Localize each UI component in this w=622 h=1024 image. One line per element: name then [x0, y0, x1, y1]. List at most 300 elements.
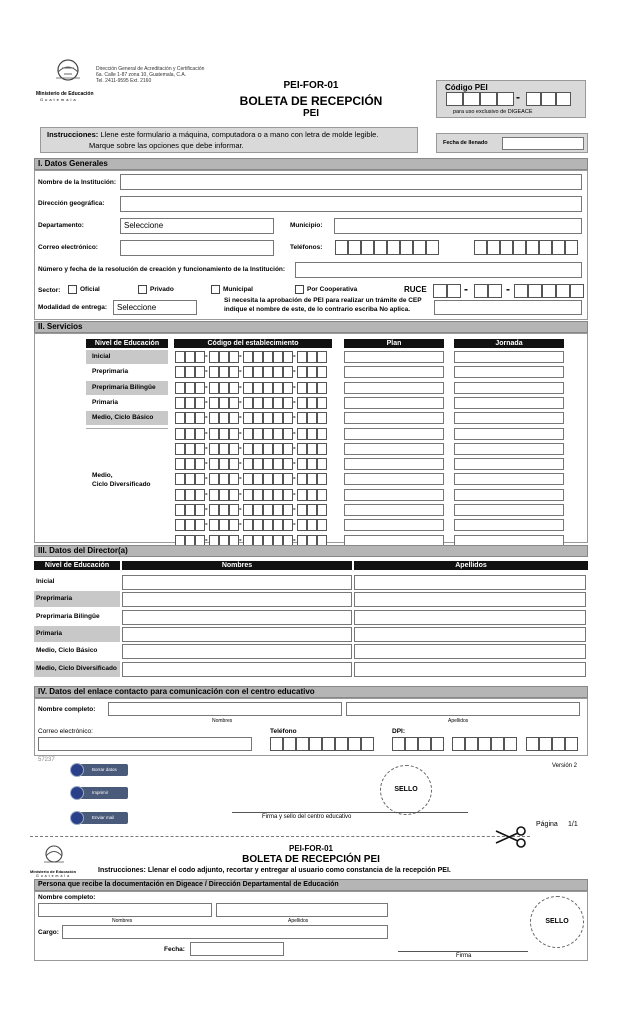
digit-cell[interactable] — [263, 519, 273, 531]
digit-cell[interactable] — [195, 473, 205, 485]
digit-cell[interactable] — [297, 428, 307, 440]
digit-cell[interactable] — [317, 351, 327, 363]
digit-cell[interactable] — [413, 240, 426, 255]
digit-cell[interactable] — [253, 397, 263, 409]
digit-cell[interactable] — [297, 382, 307, 394]
plan-input[interactable] — [344, 519, 444, 531]
director-apellidos-input[interactable] — [354, 627, 586, 642]
digit-cell[interactable] — [317, 428, 327, 440]
digit-cell[interactable] — [253, 443, 263, 455]
jornada-input[interactable] — [454, 382, 564, 394]
digit-cell[interactable] — [273, 382, 283, 394]
modalidad-select[interactable]: Seleccione — [113, 300, 197, 315]
digit-cell[interactable] — [229, 473, 239, 485]
digit-cell[interactable] — [307, 382, 317, 394]
digit-cell[interactable] — [185, 473, 195, 485]
coupon-cargo-input[interactable] — [62, 925, 388, 939]
digit-cell[interactable] — [361, 737, 374, 751]
digit-cell[interactable] — [307, 366, 317, 378]
plan-input[interactable] — [344, 473, 444, 485]
digit-cell[interactable] — [317, 504, 327, 516]
digit-cell[interactable] — [219, 458, 229, 470]
imprimir-button[interactable]: Imprimir — [76, 787, 128, 799]
digit-cell[interactable] — [539, 240, 552, 255]
digit-cell[interactable] — [185, 412, 195, 424]
jornada-input[interactable] — [454, 519, 564, 531]
digit-cell[interactable] — [392, 737, 405, 751]
digit-cell[interactable] — [263, 366, 273, 378]
digit-cell[interactable] — [229, 366, 239, 378]
digit-cell[interactable] — [175, 519, 185, 531]
digit-cell[interactable] — [175, 351, 185, 363]
plan-input[interactable] — [344, 382, 444, 394]
digit-cell[interactable] — [463, 92, 480, 106]
digit-cell[interactable] — [209, 382, 219, 394]
digit-cell[interactable] — [273, 504, 283, 516]
digit-cell[interactable] — [243, 504, 253, 516]
digit-cell[interactable] — [273, 489, 283, 501]
digit-cell[interactable] — [175, 397, 185, 409]
digit-cell[interactable] — [556, 92, 571, 106]
plan-input[interactable] — [344, 504, 444, 516]
plan-input[interactable] — [344, 428, 444, 440]
jornada-input[interactable] — [454, 366, 564, 378]
director-nombres-input[interactable] — [122, 627, 352, 642]
digit-cell[interactable] — [273, 412, 283, 424]
digit-cell[interactable] — [195, 382, 205, 394]
plan-input[interactable] — [344, 366, 444, 378]
digit-cell[interactable] — [307, 428, 317, 440]
digit-cell[interactable] — [317, 412, 327, 424]
digit-cell[interactable] — [253, 412, 263, 424]
digit-cell[interactable] — [273, 366, 283, 378]
org-line-3: Tel. 2411-9595 Ext. 2160 — [96, 78, 152, 84]
jornada-input[interactable] — [454, 504, 564, 516]
mail-icon[interactable] — [70, 811, 84, 825]
digit-cell[interactable] — [195, 366, 205, 378]
digit-cell[interactable] — [283, 504, 293, 516]
digit-cell[interactable] — [474, 284, 488, 298]
digit-cell[interactable] — [297, 443, 307, 455]
digit-cell[interactable] — [253, 382, 263, 394]
digit-cell[interactable] — [243, 458, 253, 470]
digit-cell[interactable] — [552, 737, 565, 751]
ruce-label: RUCE — [404, 285, 427, 294]
digit-cell[interactable] — [307, 351, 317, 363]
digit-cell[interactable] — [209, 473, 219, 485]
digit-cell[interactable] — [219, 473, 229, 485]
digit-cell[interactable] — [283, 489, 293, 501]
digit-cell[interactable] — [219, 504, 229, 516]
dash-separator: - — [205, 519, 208, 528]
enviar-mail-button[interactable]: Enviar mail — [76, 812, 128, 824]
digit-cell[interactable] — [209, 519, 219, 531]
digit-cell[interactable] — [185, 366, 195, 378]
digit-cell[interactable] — [307, 504, 317, 516]
plan-input[interactable] — [344, 489, 444, 501]
digit-cell[interactable] — [175, 366, 185, 378]
digit-cell[interactable] — [452, 737, 465, 751]
digit-cell[interactable] — [219, 397, 229, 409]
digit-cell[interactable] — [307, 519, 317, 531]
digit-cell[interactable] — [273, 443, 283, 455]
sector-option-privado[interactable] — [138, 285, 174, 294]
digit-cell[interactable] — [229, 351, 239, 363]
digit-cell[interactable] — [504, 737, 517, 751]
plan-input[interactable] — [344, 412, 444, 424]
digit-cell[interactable] — [565, 737, 578, 751]
digit-cell[interactable] — [317, 443, 327, 455]
digit-cell[interactable] — [297, 489, 307, 501]
digit-cell[interactable] — [219, 443, 229, 455]
digit-cell[interactable] — [243, 397, 253, 409]
digit-cell[interactable] — [195, 458, 205, 470]
digit-cell[interactable] — [465, 737, 478, 751]
digit-cell[interactable] — [297, 351, 307, 363]
digit-cell[interactable] — [273, 351, 283, 363]
digit-cell[interactable] — [263, 351, 273, 363]
digit-cell[interactable] — [175, 473, 185, 485]
digit-cell[interactable] — [263, 382, 273, 394]
digit-cell[interactable] — [195, 412, 205, 424]
digit-cell[interactable] — [528, 284, 542, 298]
dash-separator: - — [293, 351, 296, 360]
digit-cell[interactable] — [283, 443, 293, 455]
printer-icon[interactable] — [70, 786, 84, 800]
digit-cell[interactable] — [565, 240, 578, 255]
digit-cell[interactable] — [219, 366, 229, 378]
digit-cell[interactable] — [400, 240, 413, 255]
director-apellidos-input[interactable] — [354, 592, 586, 607]
digit-cell[interactable] — [307, 489, 317, 501]
digit-cell[interactable] — [195, 504, 205, 516]
digit-cell[interactable] — [185, 351, 195, 363]
digit-cell[interactable] — [253, 489, 263, 501]
direccion-input[interactable] — [120, 196, 582, 212]
digit-cell[interactable] — [446, 92, 463, 106]
digit-cell[interactable] — [175, 412, 185, 424]
director-apellidos-input[interactable] — [354, 644, 586, 659]
correo-input[interactable] — [120, 240, 274, 256]
digit-cell[interactable] — [175, 443, 185, 455]
org-line-2: 6a. Calle 1-87 zona 10, Guatemala, C.A. — [96, 72, 187, 78]
digit-cell[interactable] — [263, 489, 273, 501]
dash-separator: - — [506, 282, 510, 296]
digit-cell[interactable] — [283, 397, 293, 409]
jornada-input[interactable] — [454, 489, 564, 501]
digit-cell[interactable] — [273, 473, 283, 485]
digit-cell[interactable] — [219, 382, 229, 394]
digit-cell[interactable] — [541, 92, 556, 106]
director-apellidos-input[interactable] — [354, 610, 586, 625]
plan-input[interactable] — [344, 351, 444, 363]
digit-cell[interactable] — [283, 366, 293, 378]
digit-cell[interactable] — [263, 473, 273, 485]
digit-cell[interactable] — [374, 240, 387, 255]
digit-cell[interactable] — [348, 737, 361, 751]
digit-cell[interactable] — [317, 489, 327, 501]
digit-cell[interactable] — [297, 458, 307, 470]
digit-cell[interactable] — [229, 489, 239, 501]
coupon-fecha-input[interactable] — [190, 942, 284, 956]
digit-cell[interactable] — [253, 519, 263, 531]
digit-cell[interactable] — [433, 284, 447, 298]
digit-cell[interactable] — [219, 489, 229, 501]
digit-cell[interactable] — [387, 240, 400, 255]
digit-cell[interactable] — [297, 519, 307, 531]
departamento-select[interactable]: Seleccione — [120, 218, 274, 234]
director-nombres-input[interactable] — [122, 610, 352, 625]
digit-cell[interactable] — [539, 737, 552, 751]
nombre-institucion-input[interactable] — [120, 174, 582, 190]
digit-cell[interactable] — [195, 351, 205, 363]
digit-cell[interactable] — [552, 240, 565, 255]
digit-cell[interactable] — [195, 428, 205, 440]
digit-cell[interactable] — [209, 458, 219, 470]
digit-cell[interactable] — [219, 428, 229, 440]
digit-cell[interactable] — [263, 412, 273, 424]
digit-cell[interactable] — [283, 458, 293, 470]
digit-cell[interactable] — [229, 443, 239, 455]
cep-note-2: indique el nombre de este, de lo contrario escriba No aplica. — [224, 306, 411, 313]
digit-cell[interactable] — [175, 504, 185, 516]
digit-cell[interactable] — [273, 519, 283, 531]
digit-cell[interactable] — [195, 443, 205, 455]
digit-cell[interactable] — [175, 382, 185, 394]
digit-cell[interactable] — [297, 366, 307, 378]
jornada-input[interactable] — [454, 351, 564, 363]
digit-cell[interactable] — [296, 737, 309, 751]
digit-cell[interactable] — [185, 382, 195, 394]
coupon-nombres-input[interactable] — [38, 903, 212, 917]
digit-cell[interactable] — [526, 92, 541, 106]
instructions-line-2: Marque sobre las opciones que debe informar. — [89, 141, 244, 150]
digit-cell[interactable] — [209, 366, 219, 378]
digit-cell[interactable] — [185, 397, 195, 409]
digit-cell[interactable] — [317, 458, 327, 470]
digit-cell[interactable] — [209, 412, 219, 424]
digit-cell[interactable] — [209, 489, 219, 501]
digit-cell[interactable] — [478, 737, 491, 751]
resolucion-input[interactable] — [295, 262, 582, 278]
digit-cell[interactable] — [348, 240, 361, 255]
sector-option-cooperativa[interactable] — [295, 285, 357, 294]
digit-cell[interactable] — [253, 458, 263, 470]
digit-cell[interactable] — [283, 737, 296, 751]
digit-cell[interactable] — [175, 428, 185, 440]
digit-cell[interactable] — [253, 366, 263, 378]
checkbox[interactable] — [295, 285, 304, 294]
digit-cell[interactable] — [229, 458, 239, 470]
coupon-apellidos-input[interactable] — [216, 903, 388, 917]
digit-cell[interactable] — [209, 397, 219, 409]
digit-cell[interactable] — [209, 504, 219, 516]
digit-cell[interactable] — [283, 519, 293, 531]
digit-cell[interactable] — [480, 92, 497, 106]
digit-cell[interactable] — [243, 351, 253, 363]
digit-cell[interactable] — [317, 366, 327, 378]
digit-cell[interactable] — [185, 428, 195, 440]
enlace-correo-input[interactable] — [38, 737, 252, 751]
digit-cell[interactable] — [307, 458, 317, 470]
digit-cell[interactable] — [491, 737, 504, 751]
digit-cell[interactable] — [283, 382, 293, 394]
digit-cell[interactable] — [263, 397, 273, 409]
digit-cell[interactable] — [253, 473, 263, 485]
enlace-nombres-input[interactable] — [108, 702, 342, 716]
digit-cell[interactable] — [229, 519, 239, 531]
digit-cell[interactable] — [185, 489, 195, 501]
digit-cell[interactable] — [219, 412, 229, 424]
digit-cell[interactable] — [317, 519, 327, 531]
digit-cell[interactable] — [185, 458, 195, 470]
digit-cell[interactable] — [229, 428, 239, 440]
digit-cell[interactable] — [317, 473, 327, 485]
digit-cell[interactable] — [283, 351, 293, 363]
digit-cell[interactable] — [243, 473, 253, 485]
dash-separator: - — [239, 443, 242, 452]
digit-cell[interactable] — [195, 519, 205, 531]
digit-cell[interactable] — [195, 489, 205, 501]
digit-cell[interactable] — [297, 397, 307, 409]
director-nombres-input[interactable] — [122, 644, 352, 659]
jornada-input[interactable] — [454, 443, 564, 455]
digit-cell[interactable] — [273, 397, 283, 409]
checkbox[interactable] — [211, 285, 220, 294]
digit-cell[interactable] — [335, 737, 348, 751]
jornada-input[interactable] — [454, 473, 564, 485]
director-nombres-input[interactable] — [122, 662, 352, 677]
sector-option-municipal[interactable] — [211, 285, 253, 294]
digit-cell[interactable] — [175, 489, 185, 501]
digit-cell[interactable] — [253, 504, 263, 516]
coupon-nombres-caption: Nombres — [112, 918, 133, 924]
director-nombres-input[interactable] — [122, 592, 352, 607]
digit-cell[interactable] — [497, 92, 514, 106]
municipio-input[interactable] — [334, 218, 582, 234]
digit-cell[interactable] — [243, 382, 253, 394]
digit-cell[interactable] — [253, 428, 263, 440]
dash-separator: - — [293, 504, 296, 513]
digit-cell[interactable] — [185, 519, 195, 531]
digit-cell[interactable] — [283, 428, 293, 440]
checkbox[interactable] — [68, 285, 77, 294]
digit-cell[interactable] — [243, 366, 253, 378]
sector-option-oficial[interactable] — [68, 285, 100, 294]
digit-cell[interactable] — [243, 489, 253, 501]
fecha-llenado-input[interactable] — [502, 137, 584, 150]
digit-cell[interactable] — [317, 382, 327, 394]
digit-cell[interactable] — [273, 458, 283, 470]
digit-cell[interactable] — [270, 737, 283, 751]
digit-cell[interactable] — [263, 443, 273, 455]
digit-cell[interactable] — [307, 473, 317, 485]
digit-cell[interactable] — [243, 443, 253, 455]
digit-cell[interactable] — [335, 240, 348, 255]
digit-cell[interactable] — [514, 284, 528, 298]
digit-cell[interactable] — [500, 240, 513, 255]
eraser-icon[interactable] — [70, 763, 84, 777]
digit-cell[interactable] — [243, 519, 253, 531]
digit-cell[interactable] — [283, 412, 293, 424]
enlace-apellidos-input[interactable] — [346, 702, 580, 716]
digit-cell[interactable] — [229, 412, 239, 424]
jornada-input[interactable] — [454, 428, 564, 440]
digit-cell[interactable] — [405, 737, 418, 751]
digit-cell[interactable] — [209, 443, 219, 455]
digit-cell[interactable] — [361, 240, 374, 255]
jornada-input[interactable] — [454, 412, 564, 424]
digit-cell[interactable] — [175, 458, 185, 470]
digit-cell[interactable] — [556, 284, 570, 298]
digit-cell[interactable] — [297, 412, 307, 424]
digit-cell[interactable] — [185, 504, 195, 516]
digit-cell[interactable] — [263, 428, 273, 440]
digit-cell[interactable] — [253, 351, 263, 363]
jornada-input[interactable] — [454, 397, 564, 409]
plan-input[interactable] — [344, 397, 444, 409]
digit-cell[interactable] — [542, 284, 556, 298]
digit-cell[interactable] — [526, 240, 539, 255]
digit-cell[interactable] — [570, 284, 584, 298]
digit-cell[interactable] — [513, 240, 526, 255]
digit-cell[interactable] — [322, 737, 335, 751]
dash-separator: - — [239, 412, 242, 421]
digit-cell[interactable] — [297, 504, 307, 516]
digit-cell[interactable] — [209, 351, 219, 363]
digit-cell[interactable] — [426, 240, 439, 255]
plan-input[interactable] — [344, 458, 444, 470]
digit-cell[interactable] — [273, 428, 283, 440]
digit-cell[interactable] — [307, 397, 317, 409]
director-nombres-input[interactable] — [122, 575, 352, 590]
director-apellidos-input[interactable] — [354, 575, 586, 590]
digit-cell[interactable] — [243, 412, 253, 424]
digit-cell[interactable] — [526, 737, 539, 751]
digit-cell[interactable] — [307, 443, 317, 455]
jornada-input[interactable] — [454, 458, 564, 470]
digit-cell[interactable] — [195, 397, 205, 409]
digit-cell[interactable] — [488, 284, 502, 298]
digit-cell[interactable] — [185, 443, 195, 455]
plan-input[interactable] — [344, 443, 444, 455]
borrar-datos-button[interactable]: Borrar datos — [76, 764, 128, 776]
servicios-nivel-diversificado-1: Medio, — [92, 472, 113, 479]
digit-cell[interactable] — [447, 284, 461, 298]
digit-cell[interactable] — [418, 737, 431, 751]
digit-cell[interactable] — [431, 737, 444, 751]
digit-cell[interactable] — [209, 428, 219, 440]
digit-cell[interactable] — [219, 519, 229, 531]
digit-cell[interactable] — [229, 397, 239, 409]
digit-cell[interactable] — [309, 737, 322, 751]
digit-cell[interactable] — [283, 473, 293, 485]
digit-cell[interactable] — [243, 428, 253, 440]
digit-cell[interactable] — [263, 504, 273, 516]
digit-cell[interactable] — [297, 473, 307, 485]
digit-cell[interactable] — [487, 240, 500, 255]
digit-cell[interactable] — [219, 351, 229, 363]
director-apellidos-input[interactable] — [354, 662, 586, 677]
digit-cell[interactable] — [229, 382, 239, 394]
digit-cell[interactable] — [317, 397, 327, 409]
checkbox[interactable] — [138, 285, 147, 294]
digit-cell[interactable] — [474, 240, 487, 255]
digit-cell[interactable] — [307, 412, 317, 424]
cep-input[interactable] — [434, 300, 582, 315]
digit-cell[interactable] — [229, 504, 239, 516]
digit-cell[interactable] — [263, 458, 273, 470]
